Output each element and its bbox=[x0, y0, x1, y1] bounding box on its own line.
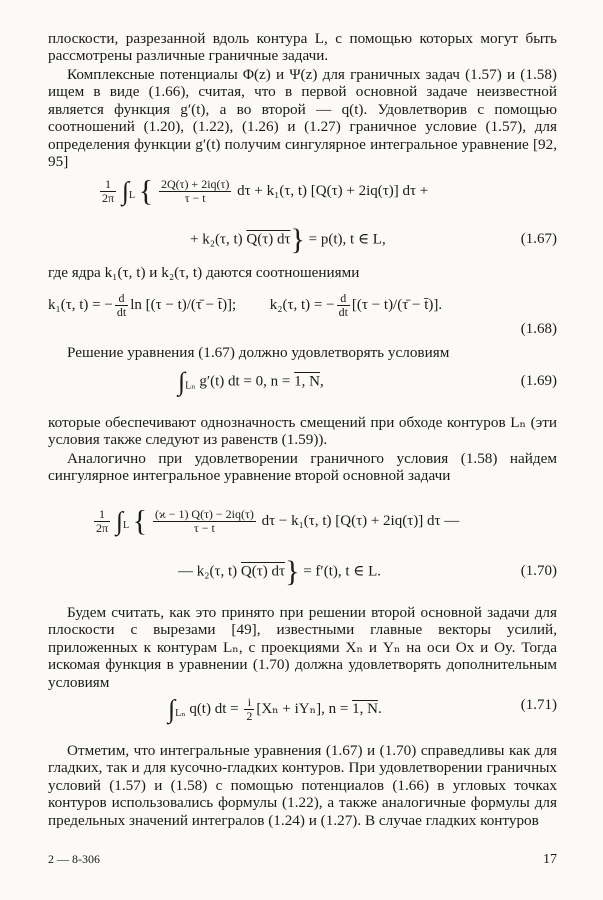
equation-1-68: k₁(τ, t) = − $\frac{d}{dt}$ ln [(τ − t)/(τ̄ − t̄)]; k₂(τ, t) = − $\frac{d}{dt}$ [(τ − t)/(τ̄ − t̄)]. bbox=[48, 291, 443, 319]
right-brace: } bbox=[290, 223, 305, 256]
paragraph-4: Решение уравнения (1.67) должно удовлетворять условиям bbox=[67, 344, 450, 361]
fraction-one-over-2pi: $\frac{1}{2\pi}$ bbox=[102, 177, 115, 205]
paragraph-1: плоскости, разрезанной вдоль контура L, с помощью которых могут быть рассмотрены различные граничные задачи. bbox=[48, 30, 557, 65]
paragraph-5: которые обеспечивают однозначность смещений при обходе контуров Lₙ (эти условия также следуют из равенств (1.59)). bbox=[48, 414, 557, 449]
equation-1-71: $\int_{L_n}$ q(t) dt = $\frac{i}{2}$ [Xₙ + iYₙ], n = 1, N. bbox=[168, 694, 382, 724]
equation-number-1-68: (1.68) bbox=[520, 321, 557, 337]
equation-1-69: $\int_{L_n}$ g′(t) dt = 0, n = 1, N, bbox=[178, 367, 324, 396]
integral-subscript: L bbox=[128, 189, 136, 201]
index-range: 1, N bbox=[352, 700, 378, 717]
equation-1-67-rest: dτ + k₁(τ, t) [Q(τ) + 2iq(τ)] dτ + bbox=[237, 182, 429, 199]
equation-1-70-line1: $\frac{1}{2\pi}$ $\int_L$ { $\frac{(ϰ - 1) Q(\tau) - 2iq(\tau)}{\tau - t}$ dτ − k₁(τ, t) [Q(τ) + 2iq(τ)] dτ — bbox=[96, 504, 460, 538]
equation-number-1-69: (1.69) bbox=[520, 373, 557, 389]
paragraph-6: Аналогично при удовлетворении граничного условия (1.58) найдем сингулярное интегральное уравнение второй основной задачи bbox=[48, 450, 557, 485]
printer-signature: 2 — 8-306 bbox=[48, 852, 100, 866]
integral-sign: ∫ bbox=[115, 506, 123, 536]
page-number: 17 bbox=[543, 852, 557, 867]
equation-number-1-70: (1.70) bbox=[520, 563, 557, 579]
fraction-main: $\frac{2Q(\tau) + 2iq(\tau)}{\tau - t}$ bbox=[160, 177, 230, 205]
paragraph-3: где ядра k₁(τ, t) и k₂(τ, t) даются соотношениями bbox=[48, 264, 360, 281]
equation-1-70-line2: — k₂(τ, t) Q(τ) dτ} = f′(t), t ∈ L. bbox=[178, 555, 382, 588]
equation-number-1-67: (1.67) bbox=[520, 231, 557, 247]
left-brace: { bbox=[138, 174, 154, 208]
integral-sign: ∫ bbox=[121, 176, 129, 206]
paragraph-8: Отметим, что интегральные уравнения (1.67) и (1.70) справедливы как для гладких, так и для кусочно-гладких контуров. При удовлетворении граничных условий (1.57) и (1.58) с помощью потенциалов (1.66) в угловых точках контуров использовались формулы (1.22), а также аналогичные формулы для предельных значений интегралов (1.24) и (1.27). В случае гладких контуров bbox=[48, 742, 557, 829]
index-range: 1, N bbox=[294, 373, 320, 390]
integral-sign: ∫ bbox=[168, 694, 176, 724]
integral-sign: ∫ bbox=[178, 367, 186, 396]
derivative-fraction-2: $\frac{d}{dt}$ bbox=[338, 291, 348, 319]
paragraph-7: Будем считать, как это принято при решении второй основной задачи для плоскости с вырезами [49], известными главные векторы усилий, приложенных к контурам Lₙ, с проекциями Xₙ и Yₙ на оси Ox и Oy. Тогда искомая функция в уравнении (1.70) должна удовлетворять дополнительным условиям bbox=[48, 604, 557, 691]
derivative-fraction: $\frac{d}{dt}$ bbox=[116, 291, 127, 319]
equation-1-67-line2: + k₂(τ, t) Q(τ) dτ} = p(t), t ∈ L, bbox=[190, 223, 386, 256]
conjugate-term: Q(τ) dτ bbox=[246, 231, 291, 248]
conjugate-term: Q(τ) dτ bbox=[240, 563, 286, 580]
paragraph-2: Комплексные потенциалы Φ(z) и Ψ(z) для граничных задач (1.57) и (1.58) ищем в виде (1.66), считая, что в первой основной задаче неизвестной является функция g′(t), а во второй — q(t). Удовлетворив с помощью соотношений (1.20), (1.22), (1.26) и (1.27) граничное условие (1.57), для определения функции g′(t) получим сингулярное интегральное уравнение [92, 95] bbox=[48, 66, 557, 171]
fraction-main: $\frac{(ϰ - 1) Q(\tau) - 2iq(\tau)}{\tau - t}$ bbox=[154, 507, 254, 535]
equation-1-67-line1 bbox=[98, 174, 429, 208]
equation-number-1-71: (1.71) bbox=[520, 697, 557, 713]
